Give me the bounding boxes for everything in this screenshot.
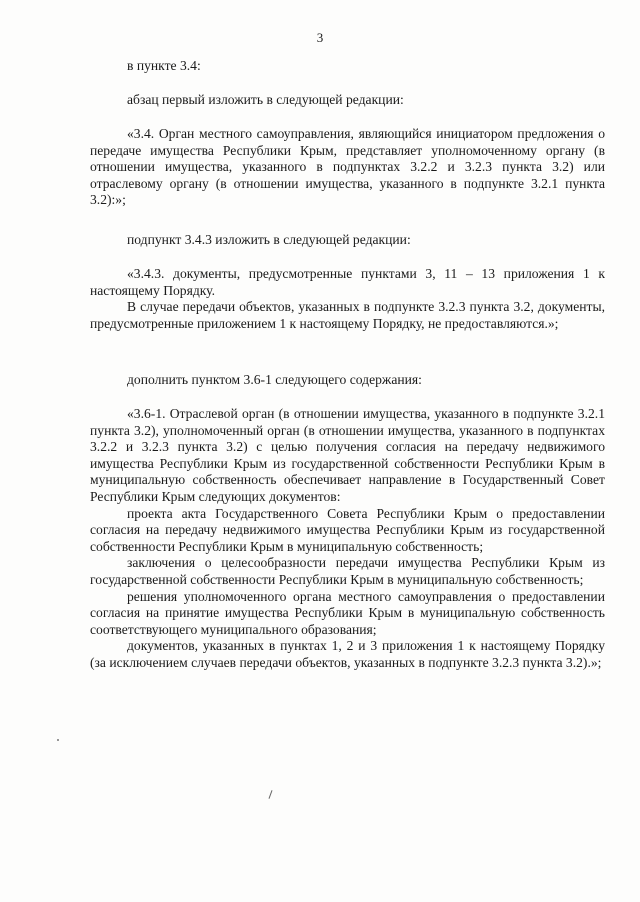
list-item-draft-act: проекта акта Государственного Совета Республики Крым о предоставлении согласия на передачу недвижимого имущества Республики Крым из государственной собственности Республики Крым в муниципальную собственность; [90,505,605,554]
list-item-decision: решения уполномоченного органа местного самоуправления о предоставлении согласия на принятие имущества Республики Крым в муниципальную собственность соответствующего муниципального образования; [90,588,605,637]
paragraph-first-abzac-instruction [90,92,605,109]
paragraph-in-point-3-4 [90,58,605,75]
paragraph-text: подпункт 3.4.3 изложить в следующей редакции: [127,232,411,247]
paragraph-subpoint-3-4-3-instruction [90,232,605,249]
paragraph-text: В случае передачи объектов, указанных в подпункте 3.2.3 пункта 3.2, документы, предусмотренные приложением 1 к настоящему Порядку, не предоставляются.»; [90,299,605,331]
scan-speck [57,739,59,741]
paragraph-text: «3.6-1. Отраслевой орган (в отношении имущества, указанного в подпункте 3.2.1 пункта 3.2), уполномоченный орган (в отношении имущества, указанного в подпунктах 3.2.2 и 3.2.3 пункта 3.2) с целью получения согласия на передачу недвижимого имущества Республики Крым из государственной собственности Республики Крым в муниципальную собственность обеспечивает направление в Государственный Совет Республики Крым следующих документов: [90,406,605,504]
paragraph-3-4-3-new-text [90,266,605,332]
list-item-documents: документов, указанных в пунктах 1, 2 и 3 приложения 1 к настоящему Порядку (за исключением случаев передачи объектов, указанных в подпункте 3.2.3 пункта 3.2).»; [90,638,605,670]
paragraph-text: «3.4.3. документы, предусмотренные пунктами 3, 11 – 13 приложения 1 к настоящему Порядку. [90,266,605,298]
paragraph-text: абзац первый изложить в следующей редакции: [127,92,404,107]
page-number: 3 [316,30,324,45]
paragraph-add-3-6-1-instruction [90,372,605,389]
paragraph-3-4-new-text [90,126,605,209]
paragraph-3-6-1-new-text [90,406,605,672]
paragraph-text: в пункте 3.4: [127,58,201,73]
paragraph-text: дополнить пунктом 3.6-1 следующего содержания: [127,372,422,387]
scan-mark [268,790,272,799]
list-item-conclusion: заключения о целесообразности передачи имущества Республики Крым из государственной собственности Республики Крым в муниципальную собственность; [90,555,605,587]
paragraph-text: «3.4. Орган местного самоуправления, являющийся инициатором предложения о передаче имущества Республики Крым, представляет уполномоченному органу (в отношении имущества, указанного в подпунктах 3.2.2 и 3.2.3 пункта 3.2) или отраслевому органу (в отношении имущества, указанного в подпункте 3.2.1 пункта 3.2):»; [90,126,605,208]
